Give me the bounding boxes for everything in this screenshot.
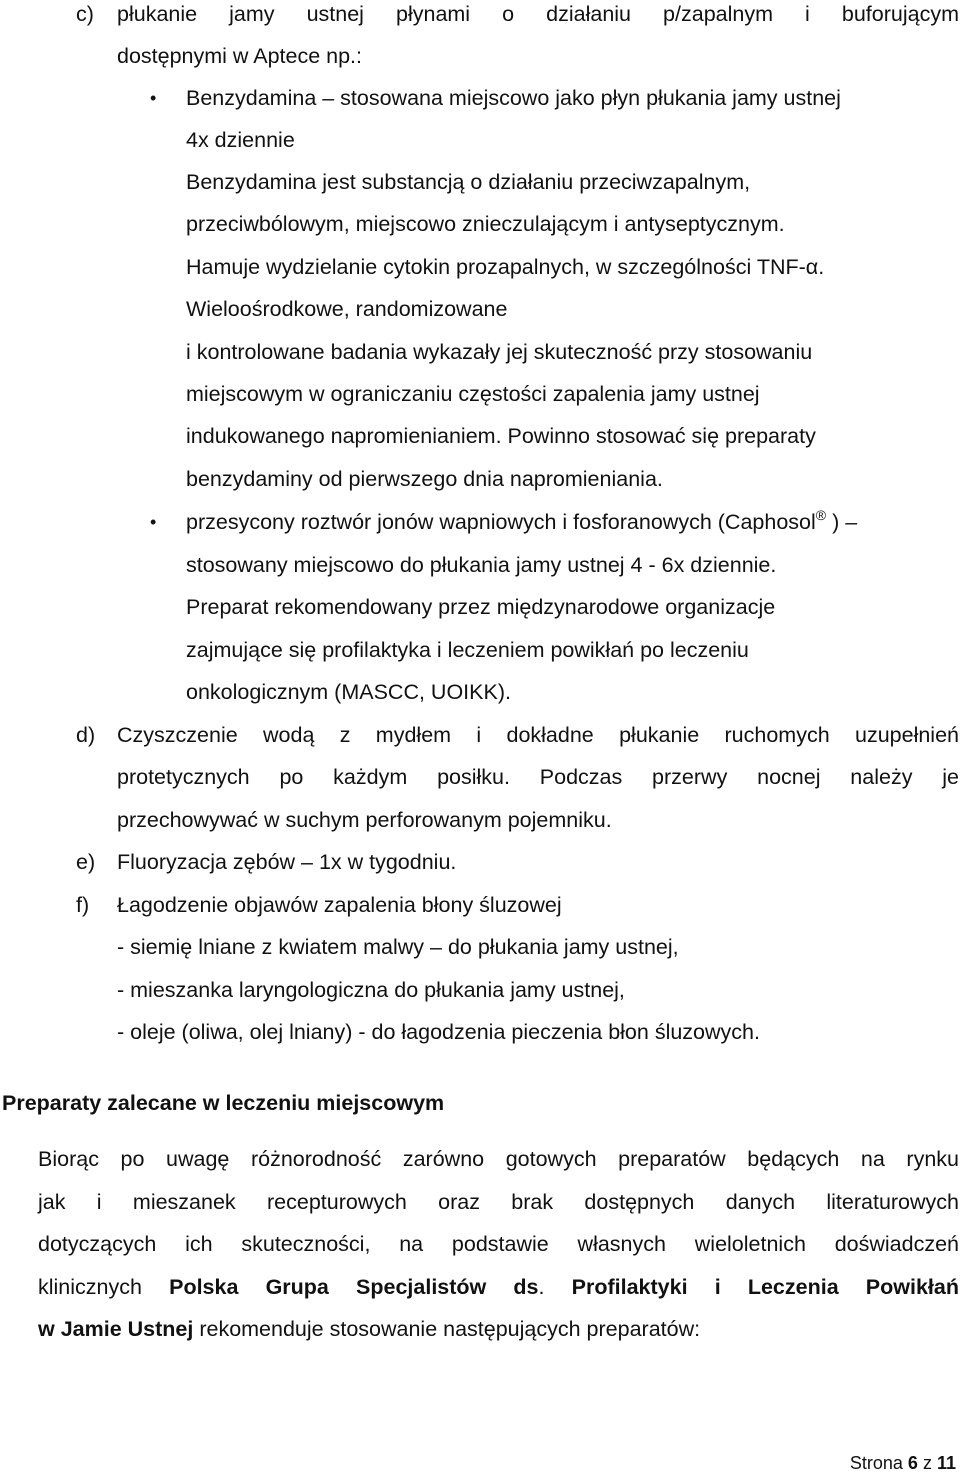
item-f-line: - oleje (oliwa, olej lniany) - do łagodzenia pieczenia błon śluzowych.	[117, 1020, 760, 1044]
bullet-dot: •	[150, 88, 157, 108]
section-paragraph-line: Biorąc po uwagę różnorodność zarówno gotowych preparatów będących na rynku	[38, 1147, 959, 1171]
bullet-line: 4x dziennie	[186, 128, 295, 152]
section-heading: Preparaty zalecane w leczeniu miejscowym	[2, 1091, 445, 1115]
bullet-line: stosowany miejscowo do płukania jamy ustnej 4 - 6x dziennie.	[186, 553, 777, 577]
bullet-line: Benzydamina – stosowana miejscowo jako płyn płukania jamy ustnej	[186, 86, 841, 110]
bullet-line: Preparat rekomendowany przez międzynarodowe organizacje	[186, 595, 776, 619]
bullet-line: Benzydamina jest substancją o działaniu przeciwzapalnym,	[186, 170, 751, 194]
bullet-line: benzydaminy od pierwszego dnia napromieniania.	[186, 467, 663, 491]
item-f-line: - mieszanka laryngologiczna do płukania jamy ustnej,	[117, 978, 625, 1002]
page-footer: Strona 6 z 11	[849, 1453, 956, 1473]
item-e-line: Fluoryzacja zębów – 1x w tygodniu.	[117, 850, 457, 874]
item-f-line: Łagodzenie objawów zapalenia błony śluzowej	[117, 893, 562, 917]
bullet-line: przeciwbólowym, miejscowo znieczulającym i antyseptycznym.	[186, 212, 785, 236]
section-paragraph-line: dotyczących ich skuteczności, na podstawie własnych wieloletnich doświadczeń	[38, 1232, 959, 1256]
organization-name: Polska Grupa Specjalistów ds	[169, 1275, 539, 1299]
bullet-line: przesycony roztwór jonów wapniowych i fosforanowych (Caphosol® ) –	[186, 507, 858, 534]
item-d-line: protetycznych po każdym posiłku. Podczas przerwy nocnej należy je	[117, 765, 959, 789]
organization-name-end: w Jamie Ustnej	[38, 1317, 194, 1341]
page-total: 11	[936, 1453, 956, 1473]
item-label-e: e)	[76, 850, 96, 874]
item-c-line: dostępnymi w Aptece np.:	[117, 44, 363, 68]
bullet-line: indukowanego napromienianiem. Powinno stosować się preparaty	[186, 424, 816, 448]
bullet-line: miejscowym w ograniczaniu częstości zapalenia jamy ustnej	[186, 382, 760, 406]
item-f-line: - siemię lniane z kwiatem malwy – do płukania jamy ustnej,	[117, 935, 679, 959]
item-label-c: c)	[76, 2, 94, 26]
item-c-line: płukanie jamy ustnej płynami o działaniu p/zapalnym i buforującym	[117, 2, 959, 26]
bullet-line: Wieloośrodkowe, randomizowane	[186, 297, 508, 321]
organization-name-cont: Profilaktyki i Leczenia Powikłań	[571, 1275, 959, 1299]
bullet-line: i kontrolowane badania wykazały jej skuteczność przy stosowaniu	[186, 340, 813, 364]
item-d-line: przechowywać w suchym perforowanym pojemniku.	[117, 808, 612, 832]
bullet-line: onkologicznym (MASCC, UOIKK).	[186, 680, 511, 704]
section-paragraph-line: klinicznych Polska Grupa Specjalistów ds. Profilaktyki i Leczenia Powikłań	[38, 1275, 959, 1299]
bullet-line: zajmujące się profilaktyka i leczeniem powikłań po leczeniu	[186, 638, 749, 662]
bullet-dot: •	[150, 512, 157, 532]
bullet-line: Hamuje wydzielanie cytokin prozapalnych, w szczególności TNF-α.	[186, 255, 825, 279]
page-number: 6	[907, 1453, 918, 1473]
section-paragraph-line: jak i mieszanek recepturowych oraz brak dostępnych danych literaturowych	[38, 1190, 959, 1214]
item-label-f: f)	[76, 893, 90, 917]
section-paragraph-line: w Jamie Ustnej rekomenduje stosowanie następujących preparatów:	[38, 1317, 701, 1341]
item-d-line: Czyszczenie wodą z mydłem i dokładne płukanie ruchomych uzupełnień	[117, 723, 959, 747]
item-label-d: d)	[76, 723, 96, 747]
registered-mark: ®	[815, 507, 827, 523]
